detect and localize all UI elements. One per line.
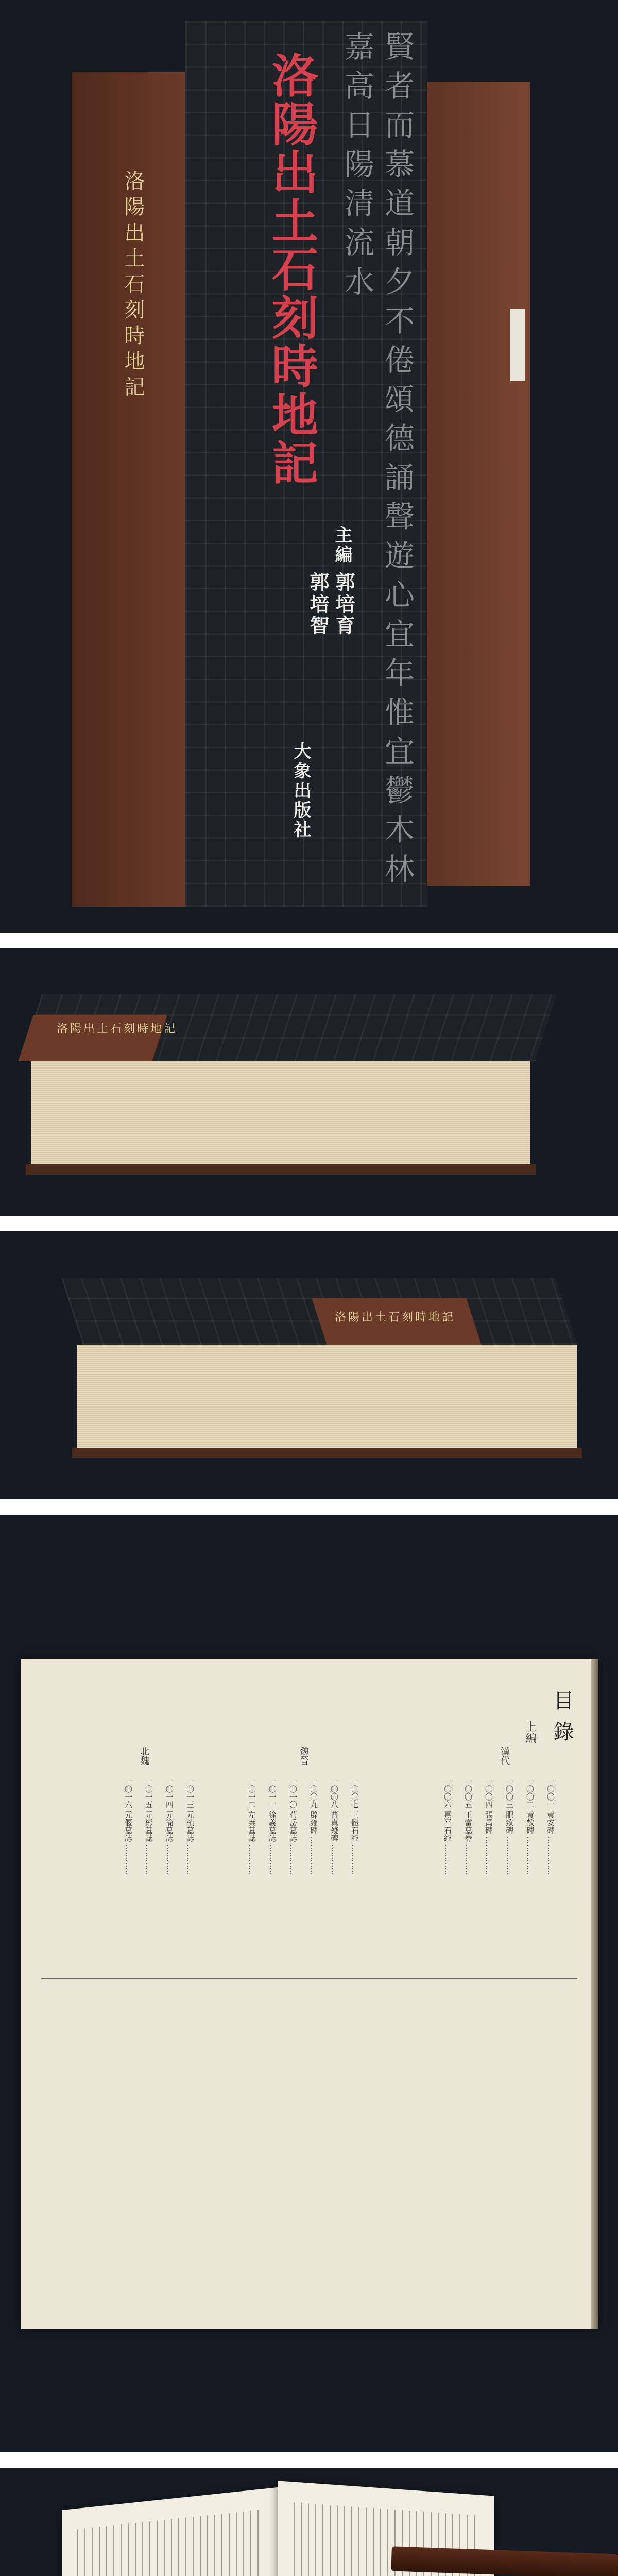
separator bbox=[0, 1499, 618, 1515]
toc-divider bbox=[41, 1978, 577, 1979]
photo-open-book-1 bbox=[0, 2468, 618, 2576]
toc-part: 上編 bbox=[524, 1721, 537, 1743]
toc-entry: 一〇一〇 荀岳墓誌 ………… bbox=[288, 1777, 298, 1875]
separator bbox=[0, 933, 618, 948]
toc-dynasty-1: 漢代 bbox=[499, 1747, 510, 1765]
toc-heading: 目錄 bbox=[550, 1690, 574, 1752]
editor-1: 郭培育 bbox=[332, 572, 355, 637]
inscription-texture: 賢者而慕道朝夕不倦頌德誦聲遊心宜年惟宜鬱木林嘉高日陽清流水 bbox=[339, 31, 415, 892]
toc-entry: 一〇〇二 袁敞碑 …………… bbox=[525, 1777, 535, 1875]
cover-back-board bbox=[427, 82, 530, 886]
editors-label: 主編 bbox=[332, 526, 352, 565]
bottom-cover bbox=[72, 1448, 582, 1458]
toc-entry: 一〇一三 元楨墓誌 ………… bbox=[185, 1777, 195, 1875]
photo-spine-view bbox=[0, 0, 618, 933]
left-page bbox=[62, 2487, 278, 2576]
toc-entry: 一〇〇五 王當墓券 ………… bbox=[464, 1777, 473, 1875]
toc-entry: 一〇一四 元簡墓誌 ………… bbox=[165, 1777, 174, 1875]
toc-entry: 一〇一五 元彬墓誌 ………… bbox=[144, 1777, 153, 1875]
toc-entry: 一〇一二 左棻墓誌 ………… bbox=[247, 1777, 256, 1875]
toc-entry: 一〇〇四 張禹碑 …………… bbox=[484, 1777, 493, 1875]
toc-entry: 一〇〇一 袁安碑 …………… bbox=[546, 1777, 555, 1875]
toc-gutter bbox=[591, 1659, 598, 2329]
toc-entry: 一〇〇八 曹真殘碑 ………… bbox=[330, 1777, 339, 1875]
toc-dynasty-3: 北魏 bbox=[139, 1747, 149, 1765]
top-cover-title: 洛陽出土石刻時地記 bbox=[57, 1023, 178, 1036]
toc-entry: 一〇〇三 肥致碑 …………… bbox=[505, 1777, 514, 1875]
toc-entries bbox=[41, 1777, 556, 2293]
page-block bbox=[31, 1061, 530, 1164]
wooden-bookmark bbox=[391, 2546, 618, 2576]
bottom-cover bbox=[26, 1164, 536, 1175]
toc-entry: 一〇〇六 熹平石經 ………… bbox=[443, 1777, 452, 1875]
spine-publisher: 大象出版社 bbox=[290, 742, 311, 840]
photo-table-of-contents bbox=[0, 1515, 618, 2452]
barcode-sticker bbox=[510, 309, 525, 381]
toc-entry: 一〇一一 徐義墓誌 ………… bbox=[268, 1777, 277, 1875]
separator bbox=[0, 1216, 618, 1231]
toc-dynasty-2: 魏晉 bbox=[298, 1747, 309, 1765]
spine-title-red: 洛陽出土石刻時地記 bbox=[264, 52, 318, 487]
toc-entry: 一〇一六 元偃墓誌 ………… bbox=[124, 1777, 133, 1875]
side-title-gold: 洛陽出土石刻時地記 bbox=[121, 170, 145, 402]
toc-entry: 一〇〇九 辟雍碑 …………… bbox=[309, 1777, 318, 1875]
photo-page-edges-1 bbox=[0, 948, 618, 1216]
separator bbox=[0, 2452, 618, 2468]
editor-2: 郭培智 bbox=[306, 572, 330, 637]
toc-entry: 一〇〇七 三體石經 ………… bbox=[350, 1777, 359, 1875]
page-text bbox=[77, 2510, 263, 2576]
toc-page bbox=[21, 1659, 597, 2329]
top-cover-title: 洛陽出土石刻時地記 bbox=[335, 1311, 456, 1324]
photo-page-edges-2 bbox=[0, 1231, 618, 1499]
page-block bbox=[77, 1345, 577, 1448]
